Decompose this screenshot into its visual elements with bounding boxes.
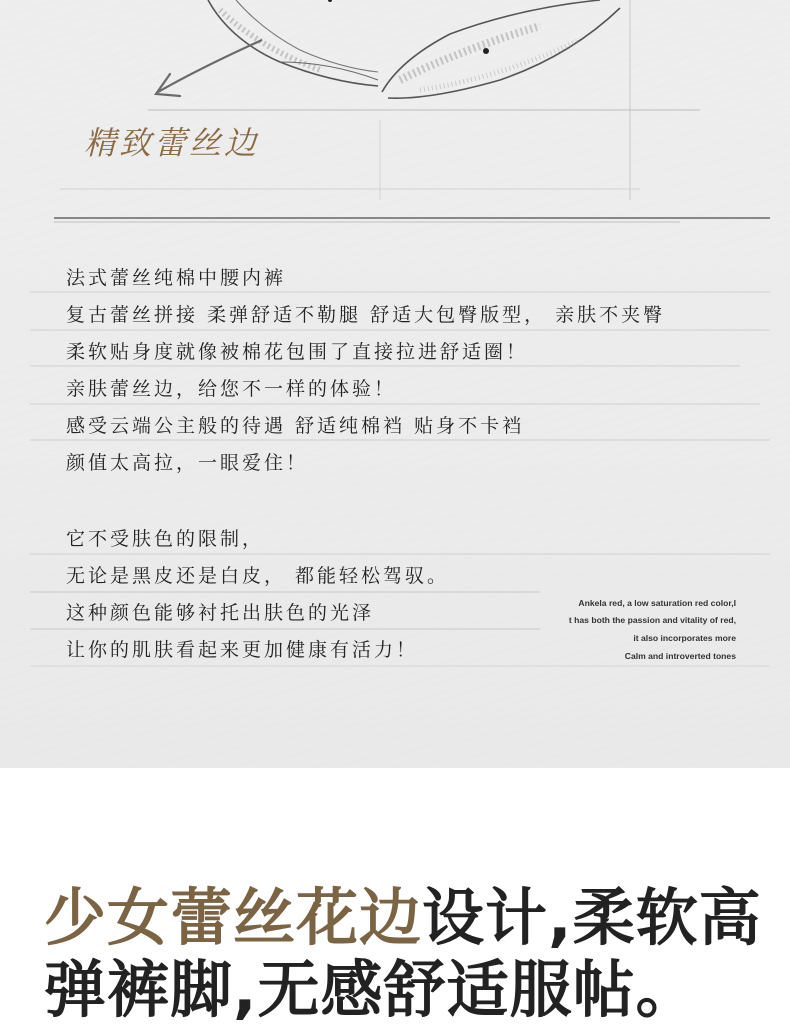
description-line: 柔软贴身度就像被棉花包围了直接拉进舒适圈！ (66, 341, 529, 363)
color-description-line: 无论是黑皮还是白皮， 都能轻松驾驭。 (66, 565, 450, 587)
headline-dark-text: 设计,柔软高 (422, 881, 762, 954)
description-line: 感受云端公主般的待遇 舒适纯棉裆 贴身不卡裆 (66, 415, 525, 437)
description-line: 颜值太高拉，一眼爱住！ (66, 452, 309, 474)
english-note-line: t has both the passion and vitality of red, (568, 615, 736, 625)
english-note-line: Calm and introverted tones (624, 651, 736, 661)
english-note-line: it also incorporates more (633, 633, 736, 643)
description-line: 亲肤蕾丝边，给您不一样的体验！ (66, 378, 397, 400)
color-description-line: 它不受肤色的限制， (66, 528, 265, 550)
headline-line-2: 弹裤脚,无感舒适服帖。 (44, 953, 699, 1026)
description-line: 法式蕾丝纯棉中腰内裤 (66, 267, 287, 289)
description-line: 复古蕾丝拼接 柔弹舒适不勒腿 舒适大包臀版型， 亲肤不夹臀 (66, 304, 666, 326)
color-description-line: 这种颜色能够衬托出肤色的光泽 (66, 602, 375, 624)
english-note-line: Ankela red, a low saturation red color,I (578, 598, 736, 608)
headline-gold-text: 少女蕾丝花边 (44, 881, 423, 954)
lace-edge-title: 精致蕾丝边 (84, 124, 260, 162)
color-description-line: 让你的肌肤看起来更加健康有活力！ (66, 639, 419, 661)
